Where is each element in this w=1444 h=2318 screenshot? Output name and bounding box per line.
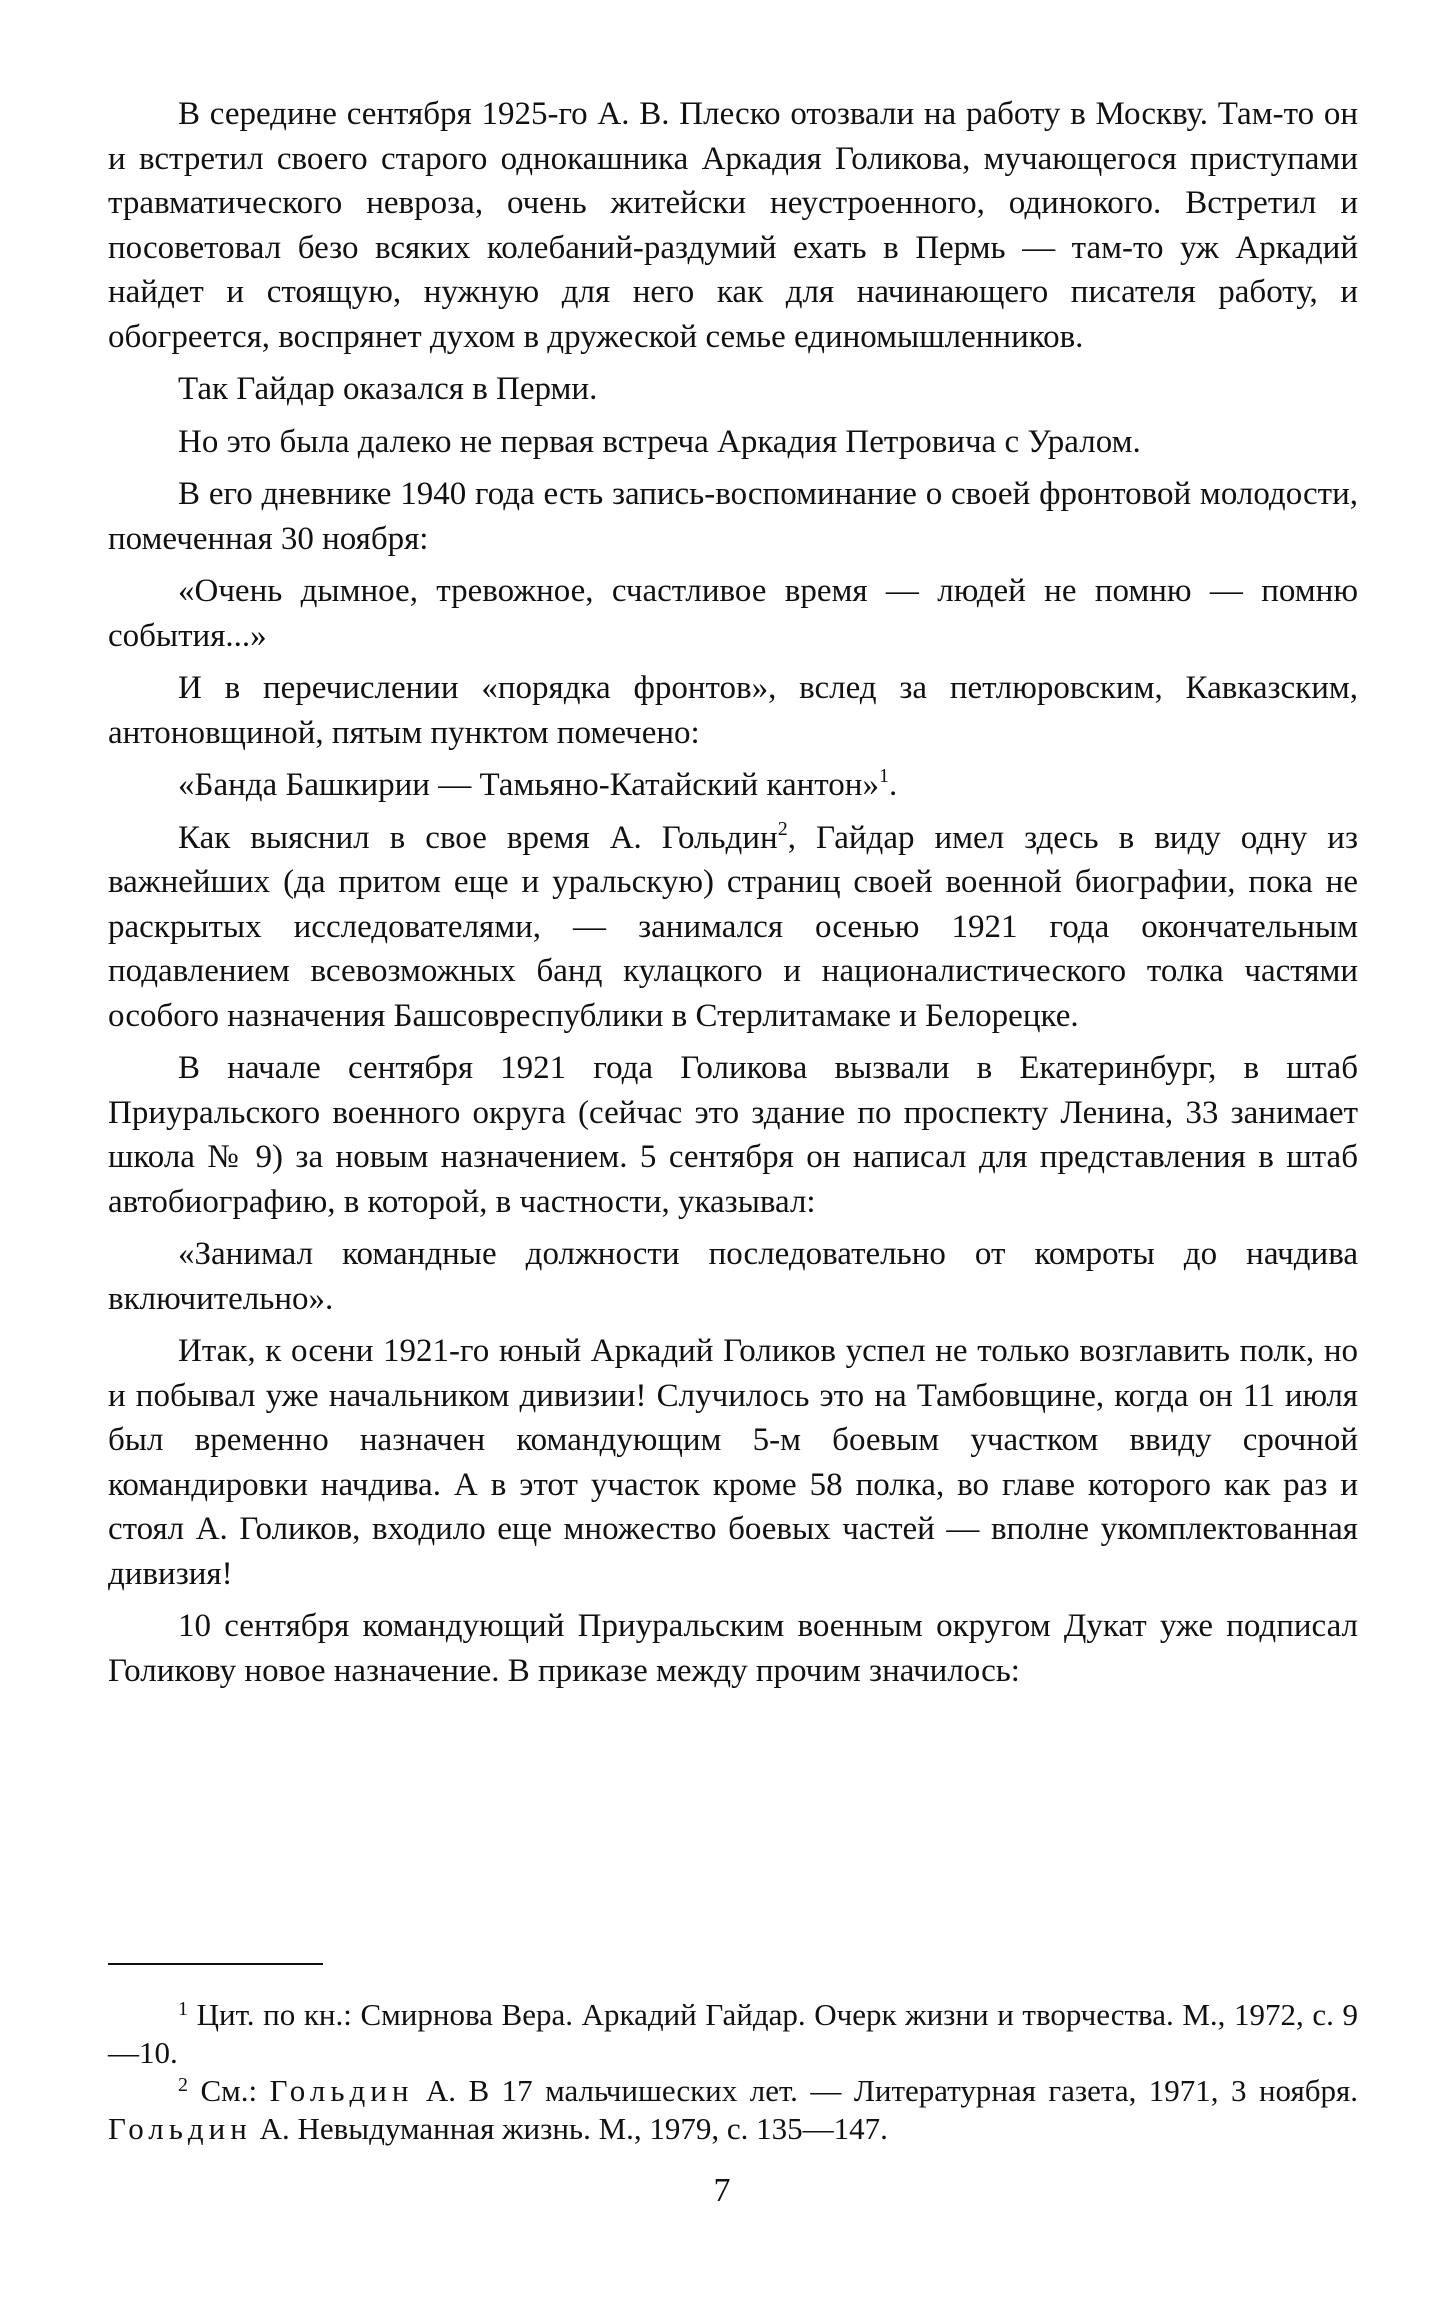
footnote-text: А. В 17 мальчишеских лет. — Литературная газета, 1971, 3 ноября.: [413, 2073, 1359, 2108]
footnote-author: Гольдин: [108, 2111, 252, 2146]
quote-with-footnote: «Банда Башкирии — Тамьяно-Катайский кантон»$^1$.: [178, 765, 898, 803]
page-number: 7: [713, 2172, 731, 2209]
footnote-text: Цит. по кн.: Смирнова Вера. Аркадий Гайдар. Очерк жизни и творчества. М., 1972, с. 9—10.: [108, 1997, 1359, 2070]
main-text: [108, 92, 1358, 1693]
paragraph: В начале сентября 1921 года Голикова вызвали в Екатеринбург, в штаб Приуральского военного округа (сейчас это здание по проспекту Ленина, 33 занимает школа № 9) за новым назначением. 5 сентября он написал для представления в штаб автобиографию, в которой, в частности, указывал:: [108, 1050, 1358, 1220]
paragraph: Но это была далеко не первая встреча Аркадия Петровича с Уралом.: [178, 423, 1141, 460]
footnote-number: 1: [178, 1998, 188, 2020]
paragraph-text: , Гайдар имел здесь в виду одну из важнейших (да притом еще и уральскую) страниц своей военной биографии, пока не раскрытых исследователями, — занимался осенью 1921 года окончательным подавлением всевозможных банд кулацкого и националистического толка частями особого назначения Башсовреспублики в Стерлитамаке и Белорецке.: [108, 819, 1359, 1034]
footnote-ref: 2: [777, 817, 788, 840]
quote: «Очень дымное, тревожное, счастливое время — людей не помню — помню события...»: [108, 573, 1358, 654]
paragraph: 10 сентября командующий Приуральским военным округом Дукат уже подписал Голикову новое назначение. В приказе между прочим значилось:: [108, 1608, 1358, 1689]
paragraph: И в перечислении «порядка фронтов», вслед за петлюровским, Кавказским, антоновщиной, пятым пунктом помечено:: [108, 670, 1358, 751]
paragraph: В середине сентября 1925-го А. В. Плеско отозвали на работу в Москву. Там-то он и встретил своего старого однокашника Аркадия Голикова, мучающегося приступами травматического невроза, очень житейски неустроенного, одинокого. Встретил и посоветовал безо всяких колебаний-раздумий ехать в Пермь — там-то уж Аркадий найдет и стоящую, нужную для него как для начинающего писателя работу, и обогреется, воспрянет духом в дружеской семье единомышленников.: [108, 96, 1358, 355]
paragraph: Итак, к осени 1921-го юный Аркадий Голиков успел не только возглавить полк, но и побывал уже начальником дивизии! Случилось это на Тамбовщине, когда он 11 июля был временно назначен командующим 5-м боевым участком ввиду срочной командировки начдива. А в этот участок кроме 58 полка, во главе которого как раз и стоял А. Голиков, входило еще множество боевых частей — вполне укомплектованная дивизия!: [108, 1333, 1358, 1592]
footnote-1: [108, 1996, 1358, 2072]
footnote-divider: [108, 1963, 323, 1965]
paragraph-with-footnote: [108, 816, 1358, 1039]
paragraph-text: Как выяснил в свое время А. Гольдин: [178, 819, 778, 856]
footnote-text: См.:: [200, 2073, 270, 2108]
footnotes: [108, 1996, 1358, 2148]
footnote-author: Гольдин: [269, 2073, 414, 2108]
paragraph: Так Гайдар оказался в Перми.: [178, 371, 598, 407]
footnote-text: А. Невыдуманная жизнь. М., 1979, с. 135—147.: [251, 2111, 888, 2146]
footnote-number: 2: [178, 2074, 188, 2096]
paragraph: В его дневнике 1940 года есть запись-воспоминание о своей фронтовой молодости, помеченная 30 ноября:: [108, 476, 1358, 557]
quote-text: «Банда Башкирии — Тамьяно-Катайский кантон»: [178, 767, 879, 803]
footnote-2: [108, 2072, 1358, 2148]
footnote-ref: 1: [878, 765, 889, 787]
quote: «Занимал командные должности последовательно от комроты до начдива включительно».: [108, 1236, 1358, 1317]
